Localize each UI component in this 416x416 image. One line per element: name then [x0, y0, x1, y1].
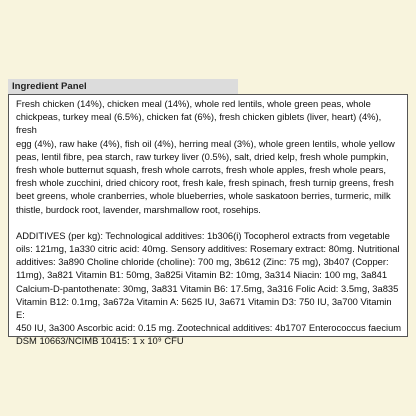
panel-header: [8, 79, 238, 94]
ingredients-text: Fresh chicken (14%), chicken meal (14%), whole red lentils, whole green peas, whole chickpeas, turkey meal (6.5%), chicken fat (6%), fresh chicken giblets (liver, heart) (4%), fresh egg (4%), raw hake (4%), fish oil (4%), herring meal (3%), whole green lentils, whole yellow peas, lentil fibre, pea starch, raw turkey liver (0.5%), salt, dried kelp, fresh whole pumpkin, fresh whole butternut squash, fresh whole carrots, fresh whole apples, fresh whole pears, fresh whole zucchini, dried chicory root, fresh kale, fresh spinach, fresh turnip greens, fresh beet greens, whole cranberries, whole blueberries, whole saskatoon berries, turmeric, milk thistle, burdock root, lavender, marshmallow root, rosehips.: [16, 98, 395, 215]
panel-title: Ingredient Panel: [12, 81, 87, 92]
ingredient-panel: [8, 94, 408, 347]
additives-text: ADDITIVES (per kg): Technological additives: 1b306(i) Tocopherol extracts from vegetable oils: 121mg, 1a330 citric acid: 40mg. Sensory additives: Rosemary extract: 80mg. Nutritional additives: 3a890 Choline chloride (choline): 700 mg, 3b612 (Zinc: 75 mg), 3b407 (Copper: 11mg), 3a821 Vitamin B1: 50mg, 3a825i Vitamin B2: 10mg, 3a314 Niacin: 100 mg, 3a841 Calcium-D-pantothenate: 30mg, 3a831 Vitamin B6: 17.5mg, 3a316 Folic Acid: 3.5mg, 3a835 Vitamin B12: 0.1mg, 3a672a Vitamin A: 5625 IU, 3a671 Vitamin D3: 750 IU, 3a700 Vitamin E: 450 IU, 3a300 Ascorbic acid: 0.15 mg. Zootechnical additives: 4b1707 Enterococcus faecium DSM 10663/NCIMB 10415: 1 x 10⁹ CFU: [16, 229, 402, 347]
